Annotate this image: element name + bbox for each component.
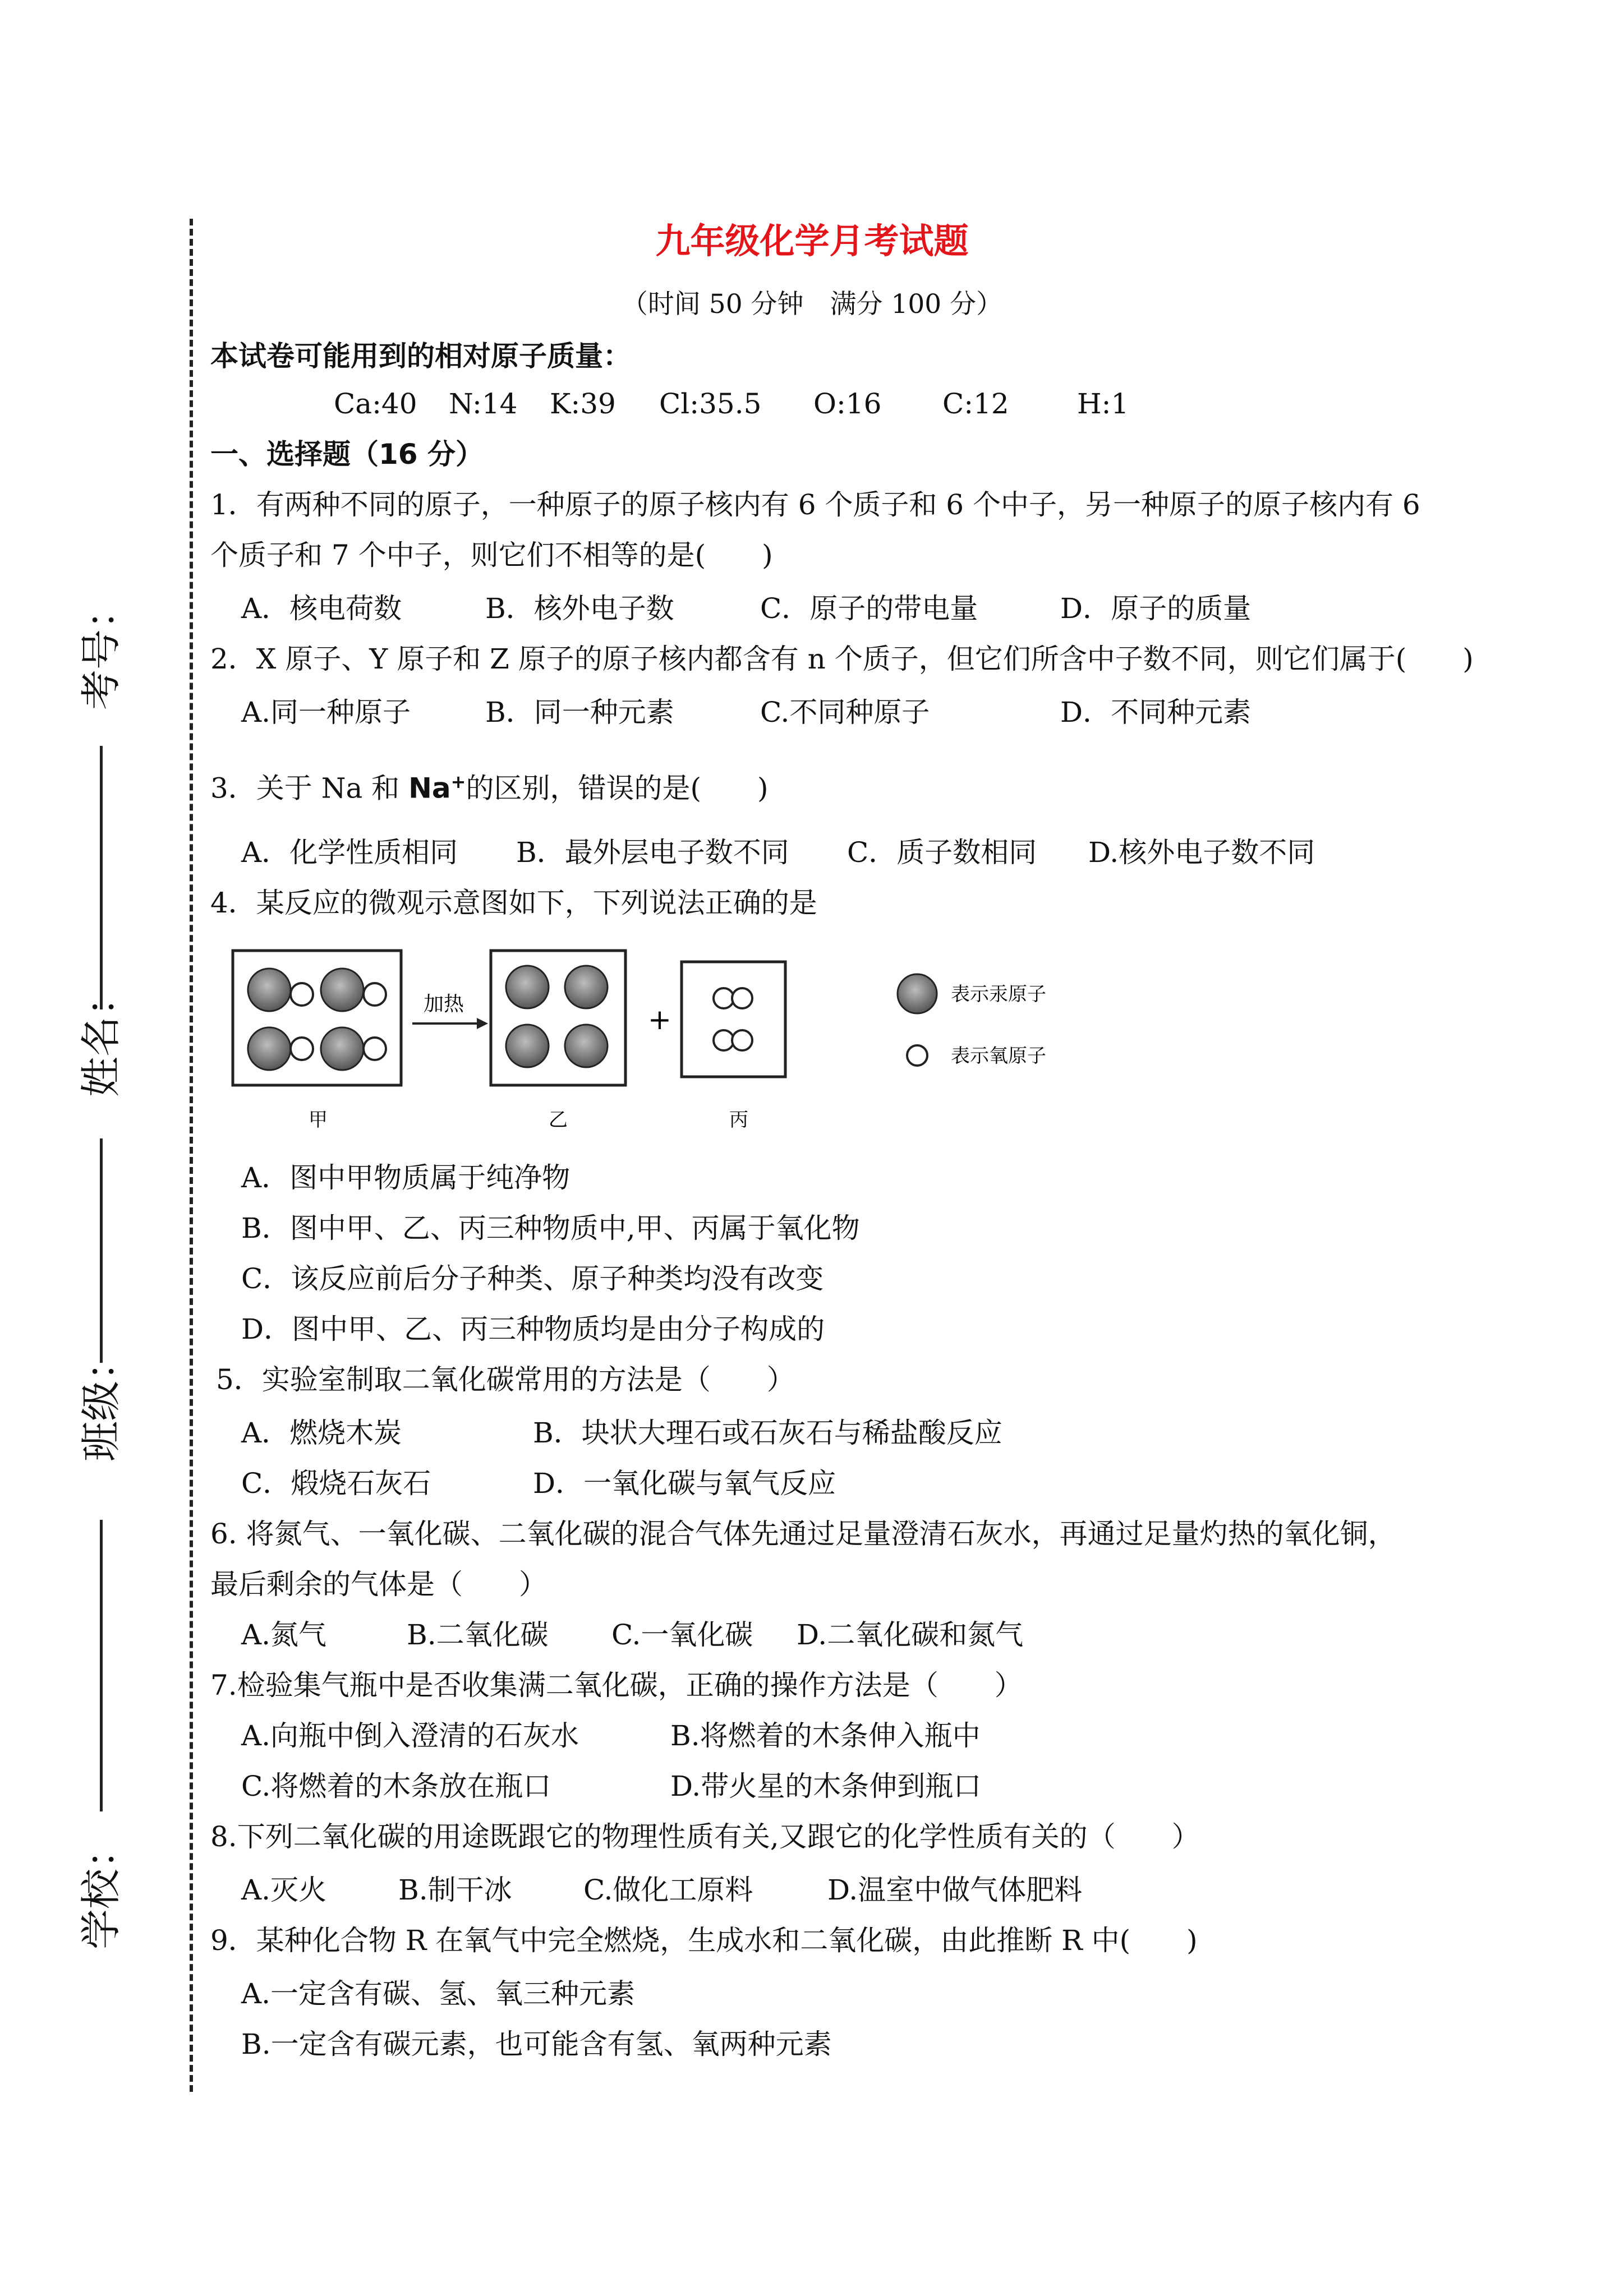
sodium-ion-symbol: Na bbox=[408, 772, 451, 805]
option-a: A.氮气 bbox=[241, 1619, 327, 1651]
option-d: D.温室中做气体肥料 bbox=[827, 1874, 1083, 1906]
question-stem: 5．实验室制取二氧化碳常用的方法是（ ） bbox=[216, 1363, 795, 1396]
option-b: B．最外层电子数不同 bbox=[516, 836, 789, 869]
hg-atom bbox=[565, 1025, 608, 1067]
page-title: 九年级化学月考试题 bbox=[655, 220, 969, 261]
question-stem: 4．某反应的微观示意图如下，下列说法正确的是 bbox=[210, 887, 817, 919]
legend-o-label: 表示氧原子 bbox=[951, 1045, 1046, 1067]
mass-item: H:1 bbox=[1077, 388, 1129, 420]
question-stem: 7.检验集气瓶中是否收集满二氧化碳，正确的操作方法是（ ） bbox=[210, 1669, 1023, 1702]
option-a: A.灭火 bbox=[241, 1874, 327, 1906]
hg-atom bbox=[565, 966, 608, 1008]
option-a: A.同一种原子 bbox=[241, 696, 411, 729]
plus-sign: + bbox=[648, 1003, 671, 1036]
option-c: C．原子的带电量 bbox=[760, 592, 978, 625]
name-line bbox=[100, 1138, 103, 1363]
binding-dashed-line bbox=[190, 219, 193, 2092]
hgo-molecule bbox=[248, 969, 313, 1011]
mass-item: Cl:35.5 bbox=[659, 388, 762, 420]
option-c: C.将燃着的木条放在瓶口 bbox=[241, 1770, 551, 1802]
mass-heading: 本试卷可能用到的相对原子质量： bbox=[210, 340, 631, 372]
name-label: 姓名： bbox=[77, 975, 125, 1097]
ion-charge: + bbox=[450, 771, 466, 792]
box-bing bbox=[682, 962, 785, 1077]
class-label: 班级： bbox=[77, 1340, 125, 1461]
question-stem: 2．X 原子、Y 原子和 Z 原子的原子核内都含有 n 个质子，但它们所含中子数不同，则它们属于( ) bbox=[210, 643, 1474, 675]
mass-item: C:12 bbox=[942, 388, 1009, 420]
option-d: D.核外电子数不同 bbox=[1088, 836, 1315, 869]
question-stem: 9．某种化合物 R 在氧气中完全燃烧，生成水和二氧化碳，由此推断 R 中( ) bbox=[210, 1924, 1198, 1957]
question-stem: 个质子和 7 个中子，则它们不相等的是( ) bbox=[210, 539, 773, 571]
question-stem: 6. 将氮气、一氧化碳、二氧化碳的混合气体先通过足量澄清石灰水，再通过足量灼热的氧化铜， bbox=[210, 1518, 1396, 1550]
arrow-head bbox=[477, 1018, 488, 1029]
label-jia: 甲 bbox=[309, 1109, 328, 1131]
question-stem bbox=[210, 771, 768, 805]
option-b: B.制干冰 bbox=[398, 1874, 512, 1906]
option-b: B.一定含有碳元素，也可能含有氢、氧两种元素 bbox=[241, 2028, 832, 2060]
question-stem: 最后剩余的气体是（ ） bbox=[210, 1568, 547, 1601]
reaction-diagram bbox=[230, 948, 1105, 1138]
label-yi: 乙 bbox=[549, 1109, 568, 1131]
stem-part: 的区别，错误的是( ) bbox=[466, 772, 769, 805]
question-stem: 8.下列二氧化碳的用途既跟它的物理性质有关,又跟它的化学性质有关的（ ） bbox=[210, 1820, 1200, 1853]
hgo-molecule bbox=[248, 1027, 313, 1070]
hg-atom bbox=[506, 966, 549, 1008]
option-c: C．质子数相同 bbox=[847, 836, 1037, 869]
arrow-label: 加热 bbox=[424, 993, 464, 1016]
option-d: D.带火星的木条伸到瓶口 bbox=[670, 1770, 982, 1802]
section-heading: 一、选择题（16 分） bbox=[210, 438, 484, 471]
option-d: D.二氧化碳和氮气 bbox=[797, 1619, 1024, 1651]
option-c: C.做化工原料 bbox=[583, 1874, 753, 1906]
option-b: B．图中甲、乙、丙三种物质中,甲、丙属于氧化物 bbox=[241, 1212, 860, 1244]
option-c: C．该反应前后分子种类、原子种类均没有改变 bbox=[241, 1262, 824, 1295]
exam-number-label: 考号： bbox=[77, 588, 125, 710]
exam-duration: （时间 50 分钟 满分 100 分） bbox=[621, 289, 1003, 320]
option-a: A．化学性质相同 bbox=[241, 836, 458, 869]
option-a: A．燃烧木炭 bbox=[241, 1417, 402, 1449]
stem-part: 3．关于 Na 和 bbox=[210, 772, 409, 805]
option-a: A.一定含有碳、氢、氧三种元素 bbox=[241, 1977, 636, 2010]
option-b: B.将燃着的木条伸入瓶中 bbox=[670, 1719, 981, 1752]
legend-o-icon bbox=[907, 1045, 927, 1066]
legend-hg-label: 表示汞原子 bbox=[951, 983, 1046, 1006]
option-b: B．核外电子数 bbox=[485, 592, 674, 625]
school-label: 学校： bbox=[77, 1828, 125, 1949]
option-b: B．同一种元素 bbox=[485, 696, 674, 729]
o2-molecule bbox=[714, 988, 752, 1008]
option-a: A．核电荷数 bbox=[241, 592, 402, 625]
box-yi bbox=[491, 951, 625, 1085]
mass-item: N:14 bbox=[449, 388, 518, 420]
question-stem: 1．有两种不同的原子，一种原子的原子核内有 6 个质子和 6 个中子，另一种原子的原子核内有 6 bbox=[210, 488, 1420, 521]
hgo-molecule bbox=[321, 1027, 386, 1070]
option-b: B．块状大理石或石灰石与稀盐酸反应 bbox=[533, 1417, 1002, 1449]
legend-hg-icon bbox=[898, 974, 937, 1013]
o2-molecule bbox=[714, 1030, 752, 1050]
option-d: D．原子的质量 bbox=[1060, 592, 1252, 625]
mass-item: O:16 bbox=[813, 388, 882, 420]
class-line bbox=[100, 1520, 103, 1811]
option-c: C．煅烧石灰石 bbox=[241, 1467, 431, 1500]
option-b: B.二氧化碳 bbox=[407, 1619, 549, 1651]
option-a: A.向瓶中倒入澄清的石灰水 bbox=[241, 1719, 579, 1752]
hgo-molecule bbox=[321, 969, 386, 1011]
option-c: C.一氧化碳 bbox=[611, 1619, 753, 1651]
option-d: D．图中甲、乙、丙三种物质均是由分子构成的 bbox=[241, 1313, 825, 1345]
option-a: A．图中甲物质属于纯净物 bbox=[241, 1161, 571, 1194]
mass-item: K:39 bbox=[550, 388, 616, 420]
mass-item: Ca:40 bbox=[334, 388, 417, 420]
option-d: D．一氧化碳与氧气反应 bbox=[533, 1467, 836, 1500]
label-bing: 丙 bbox=[729, 1109, 748, 1131]
exam-number-line bbox=[100, 746, 103, 1009]
hg-atom bbox=[506, 1025, 549, 1067]
option-d: D．不同种元素 bbox=[1060, 696, 1252, 729]
option-c: C.不同种原子 bbox=[760, 696, 930, 729]
